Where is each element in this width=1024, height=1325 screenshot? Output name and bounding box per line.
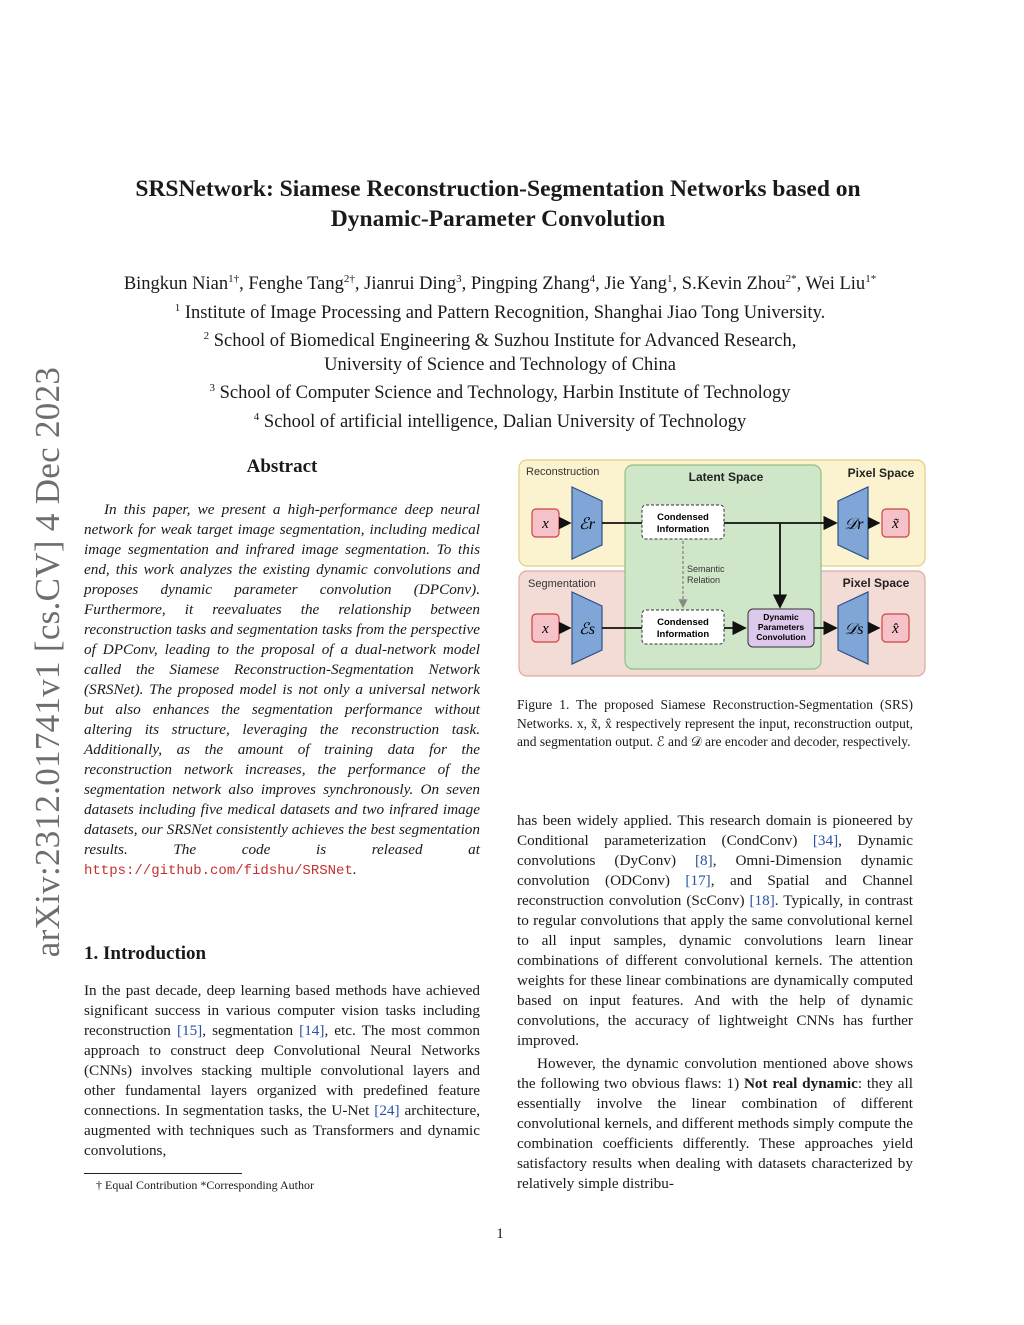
condensed-label-line1: Condensed bbox=[657, 617, 709, 628]
abstract-end: . bbox=[352, 861, 357, 878]
affiliation-text: School of Computer Science and Technology, Harbin Institute of Technology bbox=[219, 383, 791, 404]
affiliation-sup: 1 bbox=[174, 301, 181, 314]
affiliation-line bbox=[60, 406, 940, 435]
author-affil-sup: 2† bbox=[343, 273, 355, 285]
intro-text: In the past decade, deep learning based methods have achieved significant success in various computer vision tasks including reconstruction bbox=[84, 982, 480, 1039]
author-name: Jianrui Ding bbox=[364, 274, 457, 295]
dynamic-label-line1: Dynamic bbox=[763, 612, 799, 622]
citation-link[interactable]: [14] bbox=[299, 1022, 325, 1039]
author-affil-sup: 2* bbox=[785, 273, 797, 285]
affiliation-text: Institute of Image Processing and Pattern Recognition, Shanghai Jiao Tong University. bbox=[184, 302, 826, 323]
affiliation-sup: 4 bbox=[253, 411, 260, 424]
affiliation-line bbox=[60, 377, 940, 406]
author-block bbox=[60, 268, 940, 435]
intro-text: , etc. The most common approach to construct deep Convolutional Neural Networks (CNNs) involves stacking multiple convolutional layers and other fundamental layers organized with predefined feature connections. In segmentation tasks, the U-Net bbox=[84, 1022, 480, 1119]
figure-1-diagram bbox=[518, 459, 926, 677]
output-x-tilde: x̃ bbox=[892, 516, 899, 532]
condensed-label-line2: Information bbox=[656, 629, 710, 640]
decoder-s-symbol: 𝒟s bbox=[844, 621, 864, 638]
affiliation-sup: 2 bbox=[203, 330, 210, 343]
title-line-2: Dynamic-Parameter Convolution bbox=[330, 206, 666, 232]
footnote-divider bbox=[84, 1173, 242, 1174]
semantic-label-line2: Relation bbox=[687, 575, 721, 585]
body-text: , Omni-Dimension dynamic convolution (ODConv) bbox=[517, 852, 913, 889]
page-number: 1 bbox=[496, 1226, 504, 1242]
citation-link[interactable]: [8] bbox=[694, 852, 713, 869]
affiliation-list bbox=[60, 297, 940, 435]
abstract-text: In this paper, we present a high-performance deep neural network for weak target image segmentation, including medical image segmentation and infrared image segmentation. To this end, this work analyzes the existing dynamic convolutions and proposes dynamic parameter convolution (DPConv). Furthermore, it reevaluates the relationship between reconstruction tasks and segmentation tasks from the perspective of DPConv, leading to the proposal of a dual-network model called the Siamese Reconstruction-Segmentation Network (SRSNet). The proposed model is not only a universal network but also enhances the segmentation performance without altering its structure, leveraging the reconstruction task. Additionally, as the amount of training data for the reconstruction network increases, the performance of the segmentation network also improves synchronously. On seven datasets including five medical datasets and two infrared image datasets, our SRSNet consistently achieves the best segmentation results. The code is released at bbox=[84, 501, 480, 858]
arxiv-sidebar-stamp: arXiv:2312.01741v1 [cs.CV] 4 Dec 2023 bbox=[28, 366, 67, 958]
author-name: Bingkun Nian bbox=[123, 274, 229, 295]
author-affil-sup: 4 bbox=[589, 273, 596, 285]
author-name: Wei Liu bbox=[805, 274, 866, 295]
section-heading-introduction: 1. Introduction bbox=[84, 943, 207, 964]
author-list: Bingkun Nian$^{1\dagger}$, Fenghe Tang$^{2\dagger}$, Jianrui Ding$^3$, Pingping Zhang$^4$, Jie Yang$^1$, S.Kevin Zhou$^{2*}$, Wei Liu$^{1*}$ bbox=[123, 273, 877, 295]
dynamic-label-line2: Parameters bbox=[757, 622, 805, 632]
abstract-heading: Abstract bbox=[246, 456, 318, 477]
dynamic-label-line3: Convolution bbox=[756, 632, 806, 642]
affiliation-line bbox=[60, 325, 940, 354]
condensed-label-line1: Condensed bbox=[657, 512, 709, 523]
abstract-body bbox=[84, 500, 480, 881]
citation-link[interactable]: [24] bbox=[374, 1102, 400, 1119]
affiliation-text: School of Biomedical Engineering & Suzhou Institute for Advanced Research, bbox=[213, 331, 797, 352]
citation-link[interactable]: [34] bbox=[812, 832, 839, 849]
code-link[interactable]: https://github.com/fidshu/SRSNet bbox=[84, 863, 353, 879]
input-x-bottom: x bbox=[542, 621, 549, 637]
bold-term: Not real dynamic bbox=[743, 1075, 858, 1092]
author-affil-sup: 3 bbox=[456, 273, 462, 285]
intro-text: , segmentation bbox=[202, 1022, 300, 1039]
author-affil-sup: 1* bbox=[865, 273, 877, 285]
affiliation-text: University of Science and Technology of China bbox=[324, 354, 676, 375]
body-text: However, the dynamic convolution mentioned above shows the following two obvious flaws: 1) bbox=[517, 1055, 913, 1092]
condensed-label-line2: Information bbox=[656, 524, 710, 535]
citation-link[interactable]: [17] bbox=[685, 872, 711, 889]
body-text: , Dynamic convolutions (DyConv) bbox=[517, 832, 913, 869]
right-paragraph-1 bbox=[517, 811, 913, 1051]
author-affil-sup: 1 bbox=[667, 273, 673, 285]
segmentation-label: Segmentation bbox=[528, 578, 596, 590]
body-text: : they all essentially involve the linear combination of different convolutional kernels, and different methods simply compute the combination coefficients differently. These approaches yield satisfactory results when dealing with datasets characterized by relatively simple distribu- bbox=[517, 1075, 913, 1192]
affiliation-sup: 3 bbox=[209, 382, 215, 395]
body-text: . Typically, in contrast to regular convolutions that apply the same convolutional kernel to all input samples, dynamic convolutions learn linear combinations of different convolutional kernels. The attention weights for these linear combinations are dynamically computed based on input features. And with the help of dynamic convolutions, the accuracy of lightweight CNNs has further improved. bbox=[517, 892, 913, 1049]
footnote: † Equal Contribution *Corresponding Author bbox=[96, 1178, 314, 1192]
body-text: , and Spatial and Channel reconstruction convolution (ScConv) bbox=[517, 872, 913, 909]
right-paragraph-2 bbox=[517, 1054, 913, 1194]
author-name: Fenghe Tang bbox=[248, 274, 344, 295]
input-x-top: x bbox=[542, 516, 549, 532]
encoder-r-symbol: ℰr bbox=[579, 516, 595, 533]
author-affil-sup: 1† bbox=[228, 273, 240, 285]
author-name: Jie Yang bbox=[604, 274, 668, 295]
intro-text: architecture, augmented with techniques such as Transformers and dynamic convolutions, bbox=[84, 1102, 480, 1159]
affiliation-text: School of artificial intelligence, Dalian University of Technology bbox=[263, 412, 747, 433]
decoder-r-symbol: 𝒟r bbox=[844, 516, 864, 533]
author-name: S.Kevin Zhou bbox=[681, 274, 786, 295]
paper-title bbox=[80, 174, 916, 234]
pixel-space-label-top: Pixel Space bbox=[847, 466, 915, 480]
output-x-hat: x̂ bbox=[892, 621, 899, 637]
encoder-s-symbol: ℰs bbox=[579, 621, 595, 638]
author-name: Pingping Zhang bbox=[470, 274, 590, 295]
semantic-label-line1: Semantic bbox=[687, 564, 725, 574]
body-text: has been widely applied. This research domain is pioneered by Conditional parameterization (CondConv) bbox=[517, 812, 913, 849]
pixel-space-label-bottom: Pixel Space bbox=[842, 576, 910, 590]
intro-paragraph-1 bbox=[84, 981, 480, 1161]
title-line-1: SRSNetwork: Siamese Reconstruction-Segmentation Networks based on bbox=[135, 176, 861, 202]
reconstruction-label: Reconstruction bbox=[526, 466, 600, 478]
abstract-paragraph bbox=[84, 500, 480, 881]
affiliation-line bbox=[60, 354, 940, 378]
latent-space-label: Latent Space bbox=[688, 470, 764, 484]
figure-1-caption: Figure 1. The proposed Siamese Reconstruction-Segmentation (SRS) Networks. x, x̃, x̂ respectively represent the input, reconstruction output, and segmentation output. ℰ and 𝒟 are encoder and decoder, respectively. bbox=[517, 697, 913, 749]
citation-link[interactable]: [15] bbox=[176, 1022, 203, 1039]
citation-link[interactable]: [18] bbox=[749, 892, 775, 909]
affiliation-line bbox=[60, 297, 940, 326]
